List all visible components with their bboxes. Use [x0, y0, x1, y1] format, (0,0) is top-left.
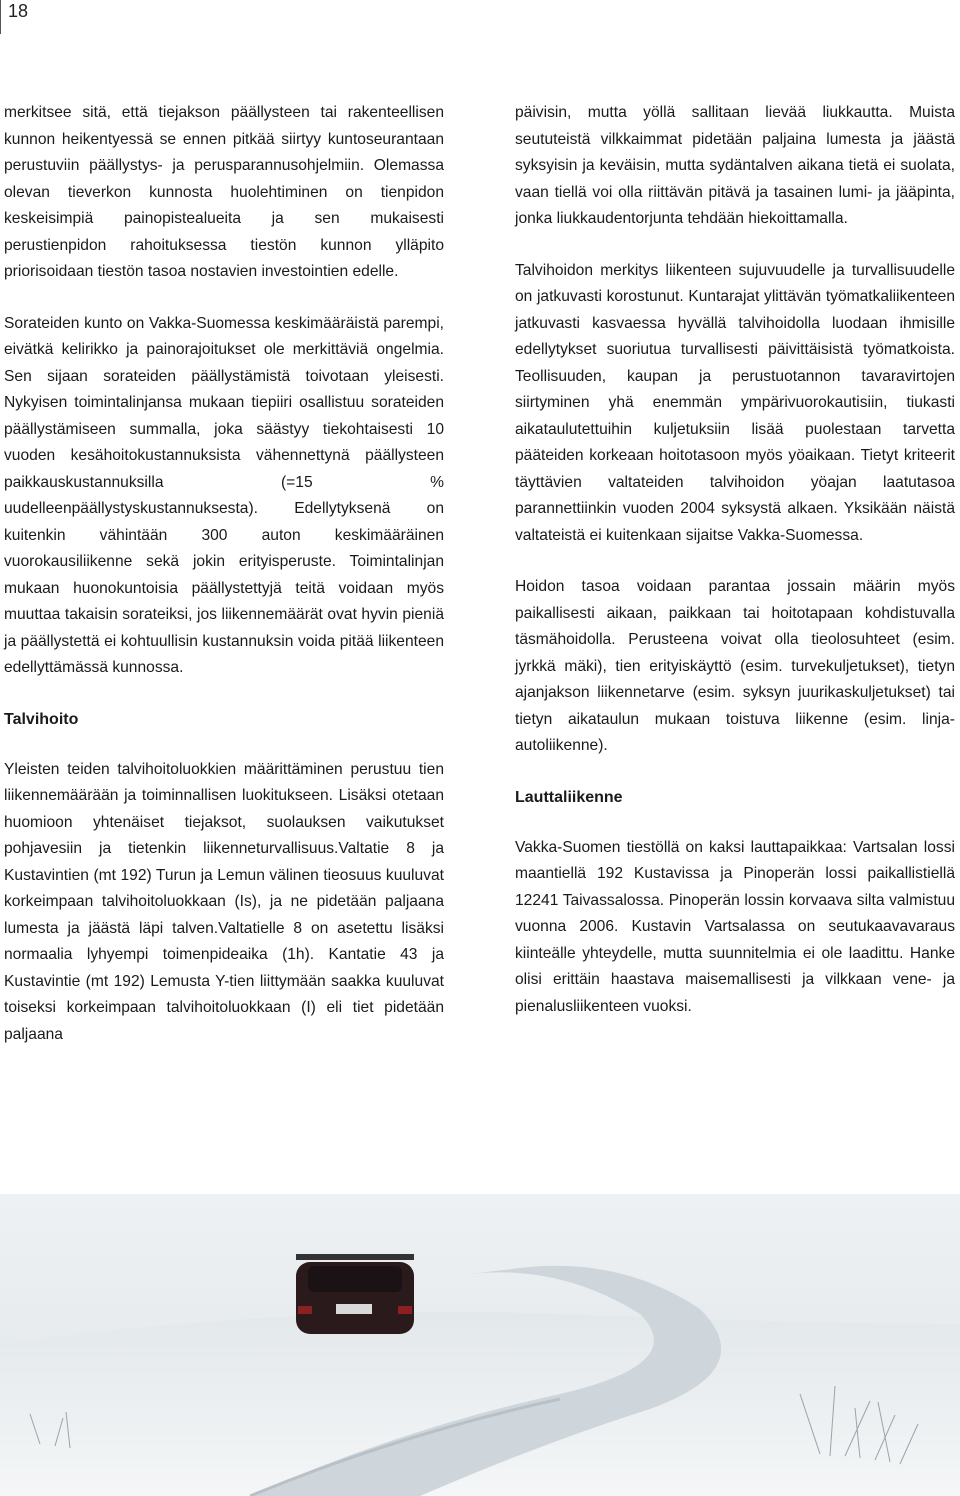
- left-paragraph-2: Sorateiden kunto on Vakka-Suomessa keskimääräistä parempi, eivätkä kelirikko ja painorajoitukset ole merkittäviä ongelmia. Sen sijaan sorateiden päällystämistä toivotaan yleisesti. Nykyisen toimintalinjansa mukaan tiepiiri osallistuu sorateiden päällystämiseen summalla, joka säästyy tiekohtaisesti 10 vuoden kesähoitokustannuksista vähennettynä päällysteen paikkauskustannuksilla (=15 % uudelleenpäällystyskustannuksesta). Edellytyksenä on kuitenkin vähintään 300 auton keskimääräinen vuorokausiliikenne sekä jokin erityisperuste. Toimintalinjan mukaan huonokuntoisia päällystettyjä teitä voidaan myös muuttaa takaisin sorateiksi, jos liikennemäärät ovat hyvin pieniä ja päällystettä ei kohtuullisin kustannuksin voida pitää liikenteen edellyttämässä kunnossa.: [4, 314, 444, 676]
- right-paragraph-3: Hoidon tasoa voidaan parantaa jossain määrin myös paikallisesti aikaan, paikkaan tai hoitotapaan kohdistuvalla täsmähoidolla. Perusteena voivat olla tieolosuhteet (esim. jyrkkä mäki), tien erityiskäyttö (esim. turvekuljetukset), tietyn ajanjakson liikennetarve (esim. syksyn juurikaskuljetukset) tai tietyn aikataulun mukaan toistuva liikenne (esim. linja-autoliikenne).: [515, 578, 955, 754]
- winter-road-photo: [0, 1194, 960, 1496]
- left-paragraph-3: Yleisten teiden talvihoitoluokkien määrittäminen perustuu tien liikennemäärään ja toiminnallisen luokitukseen. Lisäksi otetaan huomioon yhtenäiset tiejaksot, suolauksen vaikutukset pohjavesiin ja tietenkin liikenneturvallisuus.Valtatie 8 ja Kustavintien (mt 192) Turun ja Lemun välinen tieosuus kuuluvat korkeimpaan talvihoitoluokkaan (Is), ja ne pidetään paljaana lumesta ja jäästä läpi talven.Valtatielle 8 on asetettu lisäksi normaalia lyhyempi toimenpideaika (1h). Kantatie 43 ja Kustavintie (mt 192) Lemusta Y-tien liittymään saakka kuuluvat toiseksi korkeimpaan talvihoitoluokkaan (I) eli tiet pidetään paljaana: [4, 760, 444, 1043]
- left-column: [4, 100, 444, 1073]
- right-paragraph-2: Talvihoidon merkitys liikenteen sujuvuudelle ja turvallisuudelle on jatkuvasti korostunut. Kuntarajat ylittävän työmatkaliikenteen jatkuvasti kasvaessa hyvällä talvihoidolla luodaan ihmisille edellytykset suoriutua turvallisesti päivittäisistä työmatkoista. Teollisuuden, kaupan ja perustuotannon tavaravirtojen siirtyminen yhä enemmän ympärivuorokautisiin, tiukasti aikataulutettuihin kuljetuksiin lisää puolestaan tarvetta pääteiden korkeaan hoitotasoon myös yöaikaan. Tietyt kriteerit täyttävien valtateiden talvihoidon yöajan laatutasoa parannettiinkin vuoden 2004 syksystä alkaen. Yksikään näistä valtateistä ei kuitenkaan sijaitse Vakka-Suomessa.: [515, 261, 955, 544]
- page-edge-rule: [0, 0, 1, 34]
- car-icon: [296, 1254, 414, 1334]
- right-paragraph-4: Vakka-Suomen tiestöllä on kaksi lauttapaikkaa: Vartsalan lossi maantiellä 192 Kustavissa ja Pinoperän lossi paikallistiellä 12241 Taivassalossa. Pinoperän lossin korvaava silta valmistuu vuonna 2006. Kustavin Vartsalassa on seutukaavavaraus kiinteälle yhteydelle, mutta suunnitelmia ei ole laadittu. Hanke olisi erittäin haastava maisemallisesti ja vilkkaan vene- ja pienalusliikenteen vuoksi.: [515, 838, 955, 1015]
- page-number: 18: [8, 1, 29, 21]
- right-paragraph-1: päivisin, mutta yöllä sallitaan lievää liukkautta. Muista seututeistä vilkkaimmat pidetään paljaina lumesta ja jäästä syksyisin ja keväisin, mutta sydäntalven aikana tietä ei suolata, vaan tiellä voi olla riittävän pitävä ja tasainen lumi- ja jääpinta, jonka liukkaudentorjunta tehdään hiekoittamalla.: [515, 104, 955, 227]
- right-column: [515, 100, 955, 1045]
- section-heading-talvihoito: Talvihoito: [4, 710, 79, 728]
- section-heading-lauttaliikenne: Lauttaliikenne: [515, 788, 623, 806]
- left-paragraph-1: merkitsee sitä, että tiejakson päällysteen tai rakenteellisen kunnon heikentyessä se ennen pitkää siirtyy kuntoseurantaan perustuviin päällystys- ja perusparannusohjelmiin. Olemassa olevan tieverkon kunnosta huolehtiminen on tienpidon keskeisimpiä painopistealueita ja sen mukaisesti perustienpidon rahoituksessa tiestön kunnon ylläpito priorisoidaan tiestön tasoa nostavien investointien edelle.: [4, 104, 444, 280]
- winter-road-illustration: [0, 1194, 960, 1496]
